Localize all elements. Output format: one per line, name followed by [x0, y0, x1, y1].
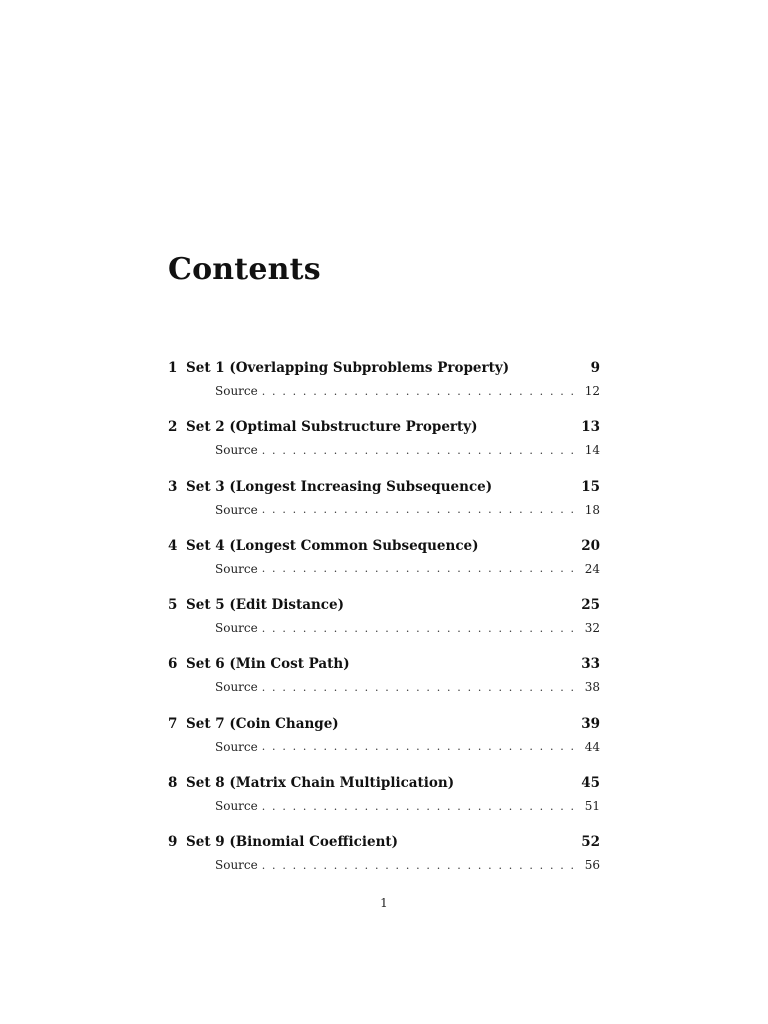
- chapter-number: 1: [168, 360, 178, 376]
- chapter-page-number: 52: [581, 834, 600, 851]
- chapter-number: 3: [168, 478, 178, 495]
- section-title: Source: [215, 799, 258, 814]
- chapter-page-number: 33: [581, 656, 600, 673]
- dot-leader: [262, 385, 576, 398]
- section-title: Source: [215, 384, 258, 398]
- chapter-number: 4: [168, 537, 178, 554]
- toc-chapter-entry[interactable]: [168, 653, 600, 675]
- toc-chapter-entry[interactable]: [168, 831, 600, 853]
- toc-section-entry[interactable]: [215, 618, 600, 638]
- chapter-number: 2: [168, 419, 178, 436]
- toc-chapter: [168, 594, 600, 653]
- page-number: 1: [380, 896, 388, 910]
- chapter-title: Set 3 (Longest Increasing Subsequence): [186, 478, 493, 495]
- chapter-page-number: 13: [581, 419, 600, 436]
- dot-leader: [262, 800, 576, 813]
- chapter-title: Set 7 (Coin Change): [186, 715, 339, 732]
- chapter-title: Set 5 (Edit Distance): [186, 597, 344, 614]
- chapter-title: Set 2 (Optimal Substructure Property): [186, 419, 478, 436]
- dot-leader: [262, 681, 576, 694]
- dot-leader: [262, 622, 576, 635]
- toc-chapter-entry[interactable]: [168, 476, 600, 498]
- chapter-number: 7: [168, 715, 178, 732]
- chapter-title: Set 8 (Matrix Chain Multiplication): [186, 775, 455, 792]
- section-page-number: 14: [584, 443, 600, 458]
- toc-chapter: [168, 653, 600, 712]
- toc-list: [168, 357, 600, 891]
- section-page-number: 12: [584, 384, 600, 398]
- section-title: Source: [215, 621, 258, 636]
- chapter-page-number: 25: [581, 597, 600, 614]
- toc-chapter-entry[interactable]: [168, 772, 600, 794]
- toc-section-entry[interactable]: [215, 796, 600, 816]
- chapter-page-number: 9: [590, 360, 600, 376]
- dot-leader: [262, 859, 576, 872]
- toc-section-entry[interactable]: [215, 440, 600, 460]
- toc-chapter-entry[interactable]: [168, 713, 600, 735]
- toc-section-entry[interactable]: [215, 500, 600, 520]
- section-page-number: 38: [584, 680, 600, 695]
- chapter-title: Set 9 (Binomial Coefficient): [186, 834, 399, 851]
- section-title: Source: [215, 561, 258, 576]
- toc-chapter: [168, 357, 600, 416]
- section-title: Source: [215, 443, 258, 458]
- chapter-page-number: 39: [581, 715, 600, 732]
- section-title: Source: [215, 858, 258, 873]
- dot-leader: [262, 740, 576, 753]
- page-title: Contents: [168, 252, 321, 287]
- toc-chapter-entry[interactable]: [168, 535, 600, 557]
- toc-section-entry[interactable]: [215, 559, 600, 579]
- dot-leader: [262, 562, 576, 575]
- toc-section-entry[interactable]: [215, 737, 600, 757]
- toc-section-entry[interactable]: [215, 855, 600, 875]
- dot-leader: [262, 503, 576, 516]
- toc-chapter: [168, 772, 600, 831]
- section-page-number: 56: [584, 858, 600, 873]
- chapter-title: Set 4 (Longest Common Subsequence): [186, 537, 479, 554]
- chapter-number: 9: [168, 834, 178, 851]
- chapter-page-number: 20: [581, 537, 600, 554]
- toc-chapter: [168, 831, 600, 890]
- section-title: Source: [215, 739, 258, 754]
- toc-section-entry[interactable]: [215, 381, 600, 401]
- section-title: Source: [215, 680, 258, 695]
- toc-chapter: [168, 476, 600, 535]
- toc-chapter: [168, 535, 600, 594]
- dot-leader: [262, 444, 576, 457]
- section-page-number: 44: [584, 739, 600, 754]
- toc-chapter-entry[interactable]: [168, 416, 600, 438]
- chapter-number: 6: [168, 656, 178, 673]
- toc-chapter: [168, 416, 600, 475]
- chapter-page-number: 45: [581, 775, 600, 792]
- chapter-number: 5: [168, 597, 178, 614]
- section-page-number: 18: [584, 502, 600, 517]
- section-title: Source: [215, 502, 258, 517]
- section-page-number: 51: [584, 799, 600, 814]
- toc-section-entry[interactable]: [215, 677, 600, 697]
- chapter-title: Set 1 (Overlapping Subproblems Property): [186, 360, 510, 376]
- toc-chapter-entry[interactable]: [168, 594, 600, 616]
- section-page-number: 32: [584, 621, 600, 636]
- toc-chapter: [168, 713, 600, 772]
- chapter-number: 8: [168, 775, 178, 792]
- section-page-number: 24: [584, 561, 600, 576]
- chapter-page-number: 15: [581, 478, 600, 495]
- toc-chapter-entry[interactable]: [168, 357, 600, 379]
- chapter-title: Set 6 (Min Cost Path): [186, 656, 350, 673]
